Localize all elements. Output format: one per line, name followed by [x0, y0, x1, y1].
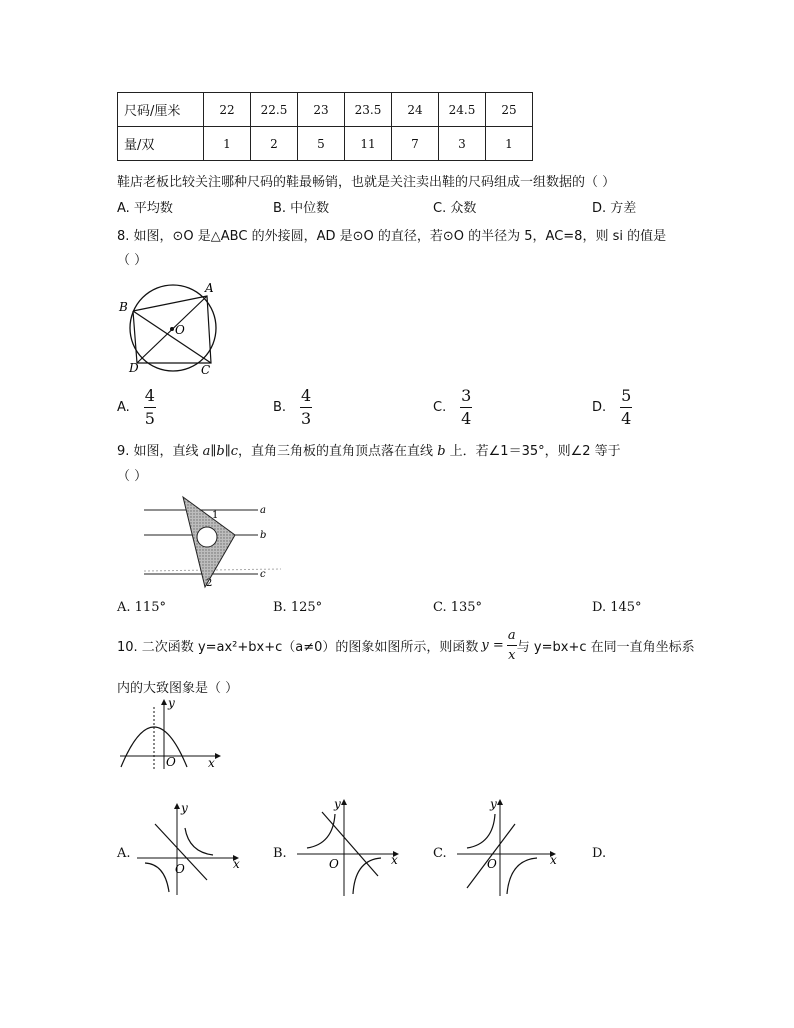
q9-stem-b: b	[437, 444, 446, 459]
axis-x-label: x	[550, 853, 557, 867]
q9-option-b: B. 125°	[273, 600, 323, 615]
q9-option-c: C. 135°	[433, 600, 483, 615]
denominator: x	[508, 648, 516, 663]
table-cell: 22.5	[251, 93, 298, 127]
table-cell: 23.5	[345, 93, 392, 127]
table-row	[118, 127, 533, 161]
table-cell: 1	[486, 127, 533, 161]
q9-stem-part: ，直角三角板的直角顶点落在直线	[238, 444, 438, 459]
q7-option-c: C. 众数	[433, 201, 477, 216]
table-cell: 2	[251, 127, 298, 161]
q8-option-c	[433, 387, 472, 428]
label-d: D	[129, 361, 139, 375]
q10-stem-line2: 内的大致图象是（ ）	[117, 681, 239, 696]
q8-circle-figure	[115, 278, 225, 378]
q10-option-b-graph	[295, 796, 405, 900]
table-cell: 5	[298, 127, 345, 161]
option-letter: C.	[433, 400, 447, 415]
line-a-label: a	[260, 505, 266, 516]
q10-option-a-graph	[135, 800, 245, 900]
fraction	[300, 387, 312, 428]
fraction	[144, 387, 156, 428]
option-letter: B.	[273, 400, 287, 415]
numerator: a	[507, 628, 516, 643]
table-row-label: 尺码/厘米	[118, 93, 204, 127]
table-cell: 23	[298, 93, 345, 127]
numerator: 5	[621, 386, 632, 405]
q9-stem	[117, 440, 621, 459]
table-row-label: 量/双	[118, 127, 204, 161]
table-cell: 1	[204, 127, 251, 161]
axis-x-label: x	[391, 853, 398, 867]
denominator: 4	[621, 409, 632, 428]
table-cell: 7	[392, 127, 439, 161]
line-b-label: b	[260, 530, 267, 541]
q10-option-d-letter: D.	[592, 846, 607, 861]
axis-x-label: x	[208, 756, 215, 770]
label-c: C	[201, 363, 211, 377]
table-cell: 25	[486, 93, 533, 127]
angle-2-label: 2	[206, 578, 213, 589]
q9-triangle-figure	[136, 492, 286, 592]
label-o: O	[175, 323, 185, 337]
q9-stem-part: 9. 如图，直线	[117, 444, 203, 459]
denominator: 3	[300, 409, 312, 428]
option-letter: A.	[117, 400, 130, 415]
origin-label: O	[487, 857, 497, 871]
option-letter: D.	[592, 400, 607, 415]
origin-label: O	[175, 862, 185, 876]
q10-option-c-graph	[455, 796, 565, 900]
table-row	[118, 93, 533, 127]
q10-option-a-letter: A.	[117, 846, 131, 861]
label-b: B	[119, 300, 128, 314]
table-cell: 24.5	[439, 93, 486, 127]
table-cell: 22	[204, 93, 251, 127]
axis-y-label: y	[181, 801, 188, 815]
table-cell: 3	[439, 127, 486, 161]
q10-option-c-letter: C.	[433, 846, 447, 861]
numerator: 4	[144, 386, 155, 405]
size-table	[117, 92, 533, 161]
q10-fraction	[507, 628, 517, 663]
axis-y-label: y	[168, 697, 175, 710]
angle-1-label: 1	[212, 510, 219, 521]
label-a: A	[205, 281, 214, 295]
axis-y-label: y	[334, 797, 341, 811]
q10-option-b-letter: B.	[273, 846, 287, 861]
q9-paren: （ ）	[117, 469, 148, 484]
q10-stem-y: y =	[481, 638, 504, 653]
denominator: 5	[144, 409, 155, 428]
q8-option-b	[273, 387, 312, 428]
numerator: 3	[461, 386, 472, 405]
q10-stem-part: 与 y=bx+c 在同一直角坐标系	[516, 640, 695, 655]
numerator: 4	[300, 386, 312, 405]
table-cell: 11	[345, 127, 392, 161]
q8-option-d	[592, 387, 632, 428]
origin-label: O	[166, 755, 176, 769]
q9-stem-part: 上．若∠1＝35°，则∠2 等于	[445, 444, 621, 459]
q7-option-d: D. 方差	[592, 201, 637, 216]
table-cell: 24	[392, 93, 439, 127]
q8-option-a	[117, 387, 156, 428]
line-c-label: c	[260, 569, 266, 580]
axis-x-label: x	[233, 857, 240, 871]
q7-option-b: B. 中位数	[273, 201, 330, 216]
axis-y-label: y	[490, 797, 497, 811]
q8-paren: （ ）	[117, 253, 148, 268]
q10-stem	[117, 628, 695, 663]
denominator: 4	[461, 409, 472, 428]
q10-parabola-figure	[115, 697, 225, 772]
origin-label: O	[329, 857, 339, 871]
q9-option-a: A. 115°	[117, 600, 166, 615]
q10-stem-part: 10. 二次函数 y=ax²+bx+c（a≠0）的图象如图所示，则函数	[117, 640, 479, 655]
fraction	[460, 387, 472, 428]
fraction	[620, 387, 632, 428]
q9-stem-lines: a∥b∥c	[202, 444, 239, 459]
q8-stem: 8. 如图，⊙O 是△ABC 的外接圆，AD 是⊙O 的直径，若⊙O 的半径为 5，AC=8，则 si 的值是	[117, 229, 667, 244]
q9-option-d: D. 145°	[592, 600, 642, 615]
q7-option-a: A. 平均数	[117, 201, 173, 216]
q7-stem: 鞋店老板比较关注哪种尺码的鞋最畅销，也就是关注卖出鞋的尺码组成一组数据的（ ）	[117, 175, 616, 190]
